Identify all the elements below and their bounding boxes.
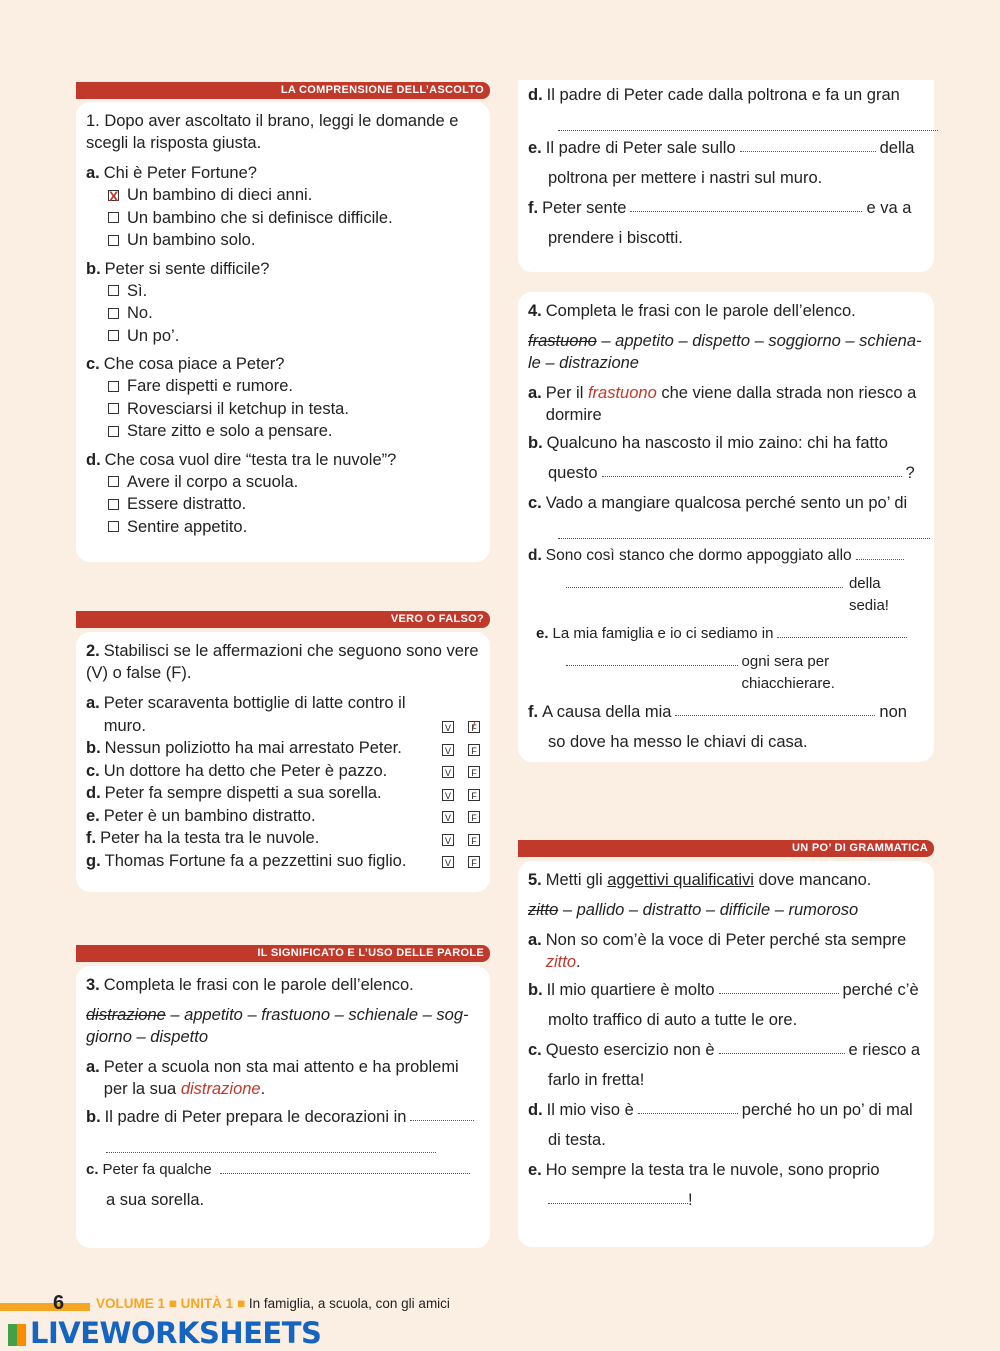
s4-c-blank[interactable] [558,518,930,539]
section3-box [76,966,490,1248]
s5-c-label: c. [528,1041,542,1059]
footer-title: In famiglia, a scuola, con gli amici [248,1296,450,1311]
vf-text: Nessun poliziotto ha mai arrestato Peter. [104,739,402,757]
question-0 [86,162,480,252]
s4-b-blank[interactable] [602,462,902,477]
s5-e-blank[interactable] [548,1189,688,1204]
true-checkbox[interactable]: V [442,811,454,823]
s3-e-blank[interactable] [740,137,876,152]
footer-bar [0,1303,90,1311]
s4-f-line2: so dove ha messo le chiavi di casa. [548,733,808,751]
s4-e-label: e. [536,625,549,642]
checkbox[interactable] [108,476,119,487]
s4-f-blank[interactable] [675,701,875,716]
s5-b-blank[interactable] [719,979,839,994]
footer-unita: UNITÀ 1 [180,1296,234,1311]
s4-e-end: ogni sera per chiacchierare. [741,653,835,692]
footer-sep-icon2: ■ [233,1296,249,1311]
vf-row [86,782,480,805]
s5-a-text: Non so com’è la voce di Peter perché sta sempre [545,931,907,949]
checkbox[interactable] [108,403,119,414]
question-label: d. [86,450,101,469]
checkbox[interactable] [108,381,119,392]
s3-b-label: b. [86,1108,101,1126]
true-checkbox[interactable]: V [442,744,454,756]
checkbox[interactable] [108,308,119,319]
option[interactable] [108,420,480,443]
s4-a-answer: frastuono [587,384,657,402]
s3-e-text: Il padre di Peter sale sullo [545,139,736,157]
s4-a-post: che viene dalla strada non riesco a dormire [545,384,917,424]
s5-c-after: e riesco a [848,1041,921,1059]
section4-word-struck: frastuono [528,332,597,350]
logo-text: LIVEWORKSHEETS [30,1316,322,1350]
s4-d-label: d. [528,547,542,564]
vf-row [86,760,480,783]
section2-banner: VERO O FALSO? [76,611,490,628]
false-checkbox[interactable]: F [468,856,480,868]
option-label: Un po’. [127,326,180,345]
footer-sep-icon: ■ [165,1296,181,1311]
s3-f-label: f. [528,199,539,217]
s5-d-blank[interactable] [638,1099,738,1114]
s4-d-end: della sedia! [848,575,889,614]
section1-banner: LA COMPRENSIONE DELL’ASCOLTO [76,82,490,99]
s3-a-label: a. [86,1058,100,1076]
true-checkbox[interactable]: V [442,834,454,846]
s5-d-text: Il mio viso è [546,1101,634,1119]
s4-b-line2: questo [548,464,598,482]
option-label: Un bambino che si definisce difficile. [127,208,393,227]
s5-a-label: a. [528,931,542,949]
s3-f-line2: prendere i biscotti. [548,229,683,247]
vf-row [86,805,480,828]
question-text: Chi è Peter Fortune? [103,164,257,182]
section5-instruction-post: dove mancano. [753,871,872,889]
s5-b-text: Il mio quartiere è molto [546,981,715,999]
s3-e-after: della [879,139,915,157]
option[interactable] [108,375,480,398]
question-2 [86,353,480,443]
s3-e-label: e. [528,139,542,157]
liveworksheets-logo[interactable] [8,1316,321,1350]
s3-a-end: . [260,1080,266,1098]
option[interactable] [108,325,480,348]
section5-box [518,861,934,1247]
s3-b-blank[interactable] [410,1106,474,1121]
false-checkbox[interactable]: F / [468,721,480,733]
section4-num: 4. [528,302,542,320]
s3-e-line2: poltrona per mettere i nastri sul muro. [548,169,823,187]
s4-c-label: c. [528,494,542,512]
option[interactable] [108,280,480,303]
vf-label: a. [86,694,100,712]
section1-box [76,102,490,562]
s5-c-line2: farlo in fretta! [548,1071,645,1089]
option-label: Un bambino di dieci anni. [127,186,313,204]
s5-c-blank[interactable] [719,1039,845,1054]
s3-c-text: Peter fa qualche [102,1161,212,1178]
footer [0,1292,1000,1314]
s4-d-blank2[interactable] [566,573,843,588]
s3-f-blank[interactable] [630,197,862,212]
vf-text: Thomas Fortune fa a pezzettini suo figlio. [104,851,407,870]
vf-row [86,827,480,850]
false-checkbox[interactable]: F [468,766,480,778]
true-checkbox[interactable]: V [442,789,454,801]
logo-icon [8,1324,26,1346]
section5-num: 5. [528,871,542,889]
s4-d-text: Sono così stanco che dormo appoggiato allo [545,547,852,564]
section3-word-struck: distrazione [86,1006,166,1024]
vf-text: Peter ha la testa tra le nuvole. [100,829,320,847]
vf-text: Peter fa sempre dispetti a sua sorella. [104,784,382,802]
s5-c-text: Questo esercizio non è [545,1041,715,1059]
option[interactable] [108,493,480,516]
section2-num: 2. [86,642,100,660]
s3-f-text: Peter sente [542,199,627,217]
s3-b-text: Il padre di Peter prepara le decorazioni in [104,1108,407,1126]
page-number: 6 [53,1292,65,1314]
s3-c-label: c. [86,1161,99,1178]
section5-banner: UN PO’ DI GRAMMATICA [518,840,934,857]
s5-e-end: ! [688,1191,693,1209]
section3-banner: IL SIGNIFICATO E L’USO DELLE PAROLE [76,945,490,962]
option[interactable] [108,184,480,207]
s5-e-label: e. [528,1161,542,1179]
vf-label: e. [86,806,100,825]
section5-instruction-pre: Metti gli [545,871,608,889]
s3-b-blank2[interactable] [106,1132,436,1153]
vf-text: Peter scaraventa bottiglie di latte contro il muro. [103,694,406,735]
s3-d-text: Il padre di Peter cade dalla poltrona e fa un gran [546,86,900,104]
s4-e-text: La mia famiglia e io ci sediamo in [552,625,774,642]
vf-text: Peter è un bambino distratto. [103,806,316,825]
section4-instruction: Completa le frasi con le parole dell’elenco. [545,302,856,320]
false-checkbox[interactable]: F [468,834,480,846]
s5-a-end: . [576,953,581,971]
section3-instruction: Completa le frasi con le parole dell’elenco. [103,976,414,994]
s4-b-text: Qualcuno ha nascosto il mio zaino: chi ha fatto [546,434,888,452]
section2-instruction: Stabilisci se le affermazioni che seguono sono vere (V) o false (F). [86,642,479,682]
option[interactable] [108,398,480,421]
vf-row [86,692,480,737]
question-text: Peter si sente difficile? [104,259,270,278]
s5-d-line2: di testa. [548,1131,606,1149]
section5-instruction-ul: aggettivi qualificativi [607,871,754,889]
s4-b-label: b. [528,434,543,452]
section3b-box [518,80,934,272]
checkbox[interactable] [108,235,119,246]
vf-label: d. [86,784,101,802]
question-text: Che cosa vuol dire “testa tra le nuvole”? [104,450,397,469]
option[interactable] [108,229,480,252]
checkbox[interactable] [108,212,119,223]
vf-label: c. [86,761,100,780]
question-text: Che cosa piace a Peter? [103,355,285,373]
section5-word-list: – pallido – distratto – difficile – rumoroso [558,901,859,919]
s4-b-end: ? [905,464,915,482]
question-label: b. [86,259,101,278]
s4-d-blank[interactable] [856,545,904,560]
s5-e-text: Ho sempre la testa tra le nuvole, sono proprio [545,1161,880,1179]
option-label: Stare zitto e solo a pensare. [127,422,333,440]
checkbox[interactable] [108,521,119,532]
s3-c-end: a sua sorella. [106,1191,205,1209]
s4-f-after: non [879,703,907,721]
vf-row [86,850,480,873]
question-1 [86,258,480,348]
section3-word-list: – appetito – frastuono – schienale – sog-giorno – dispetto [86,1006,469,1046]
s3-f-after: e va a [866,199,912,217]
s5-b-line2: molto traffico di auto a tutte le ore. [548,1011,798,1029]
s4-e-blank[interactable] [777,623,907,638]
checkbox[interactable] [108,426,119,437]
section4-box [518,292,934,762]
footer-volume: VOLUME 1 [96,1296,166,1311]
option-label: Avere il corpo a scuola. [127,472,299,491]
vf-label: b. [86,739,101,757]
false-checkbox[interactable]: F [468,789,480,801]
s4-a-pre: Per il [545,384,588,402]
section1-instruction: 1. Dopo aver ascoltato il brano, leggi le domande e scegli la risposta giusta. [86,112,459,152]
false-checkbox[interactable]: F [468,811,480,823]
question-label: c. [86,355,100,373]
section3-num: 3. [86,976,100,994]
option[interactable] [108,516,480,539]
vf-row [86,737,480,760]
option[interactable] [108,471,480,494]
footer-text [96,1296,450,1311]
option-label: Fare dispetti e rumore. [127,377,293,395]
section5-word-struck: zitto [528,901,559,919]
s4-c-text: Vado a mangiare qualcosa perché sento un po’ di [545,494,908,512]
s4-f-label: f. [528,703,539,721]
section2-box [76,632,490,892]
option[interactable] [108,302,480,325]
s3-a-answer: distrazione [180,1080,261,1098]
vf-text: Un dottore ha detto che Peter è pazzo. [103,761,388,780]
section4-word-list: – appetito – dispetto – soggiorno – schiena-le – distrazione [528,332,922,372]
s5-d-after: perché ho un po’ di mal [741,1101,913,1119]
true-checkbox[interactable]: V [442,856,454,868]
s3-d-blank[interactable] [558,110,938,131]
s5-d-label: d. [528,1101,543,1119]
option-label: Un bambino solo. [127,231,256,249]
s5-b-label: b. [528,981,543,999]
s5-a-answer: zitto [545,953,577,971]
option[interactable] [108,207,480,230]
checkbox[interactable] [108,285,119,296]
s4-f-text: A causa della mia [542,703,672,721]
question-label: a. [86,164,100,182]
s3-a-text: Peter a scuola non sta mai attento e ha problemi per la sua [103,1058,459,1098]
option-label: Sentire appetito. [127,517,248,536]
checkbox[interactable] [108,330,119,341]
s4-a-label: a. [528,384,542,402]
checkbox[interactable] [108,499,119,510]
question-3 [86,449,480,539]
vf-label: g. [86,851,101,870]
vf-label: f. [86,829,97,847]
s3-d-label: d. [528,86,543,104]
s5-b-after: perché c’è [842,981,919,999]
true-checkbox[interactable]: V [442,721,454,733]
s3-c-blank[interactable] [220,1159,470,1174]
checkbox[interactable] [108,190,119,201]
s4-e-blank2[interactable] [566,651,738,666]
option-label: Essere distratto. [127,495,247,513]
option-label: Sì. [127,281,148,300]
option-label: No. [127,304,153,322]
false-checkbox[interactable]: F [468,744,480,756]
option-label: Rovesciarsi il ketchup in testa. [127,399,349,418]
true-checkbox[interactable]: V [442,766,454,778]
